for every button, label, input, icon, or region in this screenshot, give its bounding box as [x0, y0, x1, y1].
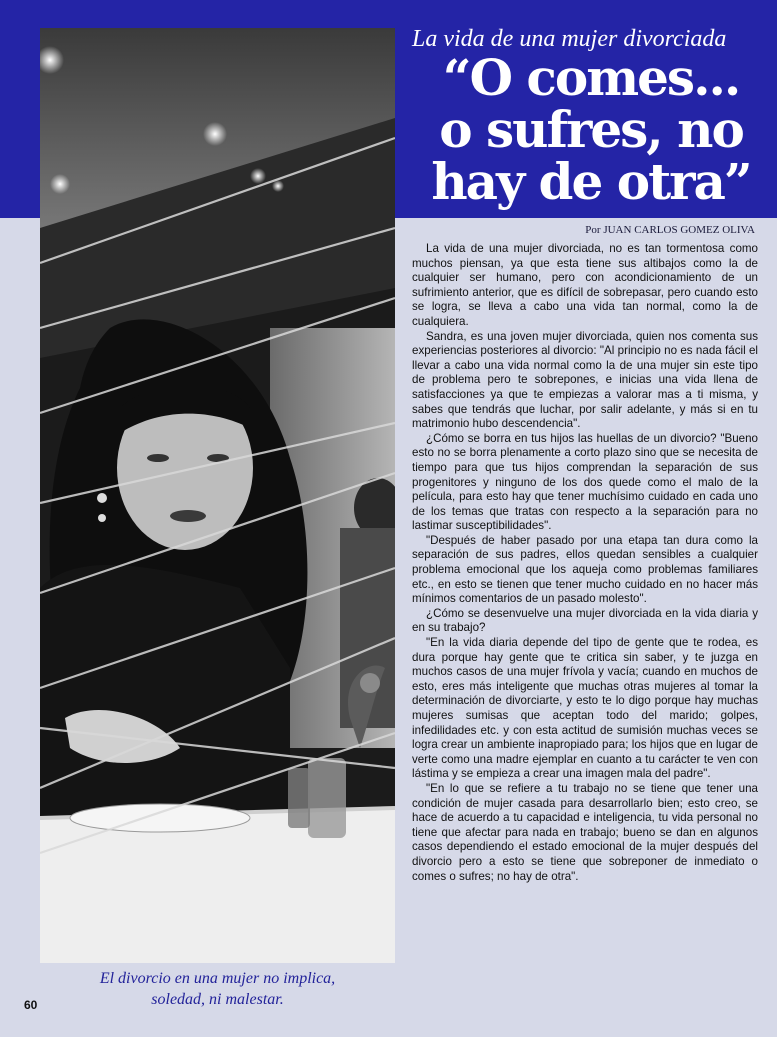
- article-paragraph: Sandra, es una joven mujer divorciada, quien nos comenta sus experiencias posteriores al divorcio: "Al principio no es nada fácil el llevar a cabo una vida normal como la de una mujer sin este tipo de problema pero te sobrepones, e inicias una vida llena de satisfacciones ya que te empiezas a valorar mas a ti misma, y sabes que tendrás que luchar, por salir adelante, y más si en tu matrimonio hubo descendencia".: [412, 329, 758, 431]
- kicker: La vida de una mujer divorciada: [412, 26, 727, 52]
- article-paragraph: ¿Cómo se borra en tus hijos las huellas de un divorcio? "Bueno esto no se borra plenamente a corto plazo sino que se necesita de tiempo para que tus hijos comprendan la separación de sus progenitores y ninguno de los dos quede como el malo de la película, para esto hay que tener muchísimo cuidado en cada uno de los temas que tratas con respecto a la separación para no lastimar susceptibilidades".: [412, 431, 758, 533]
- article-paragraph: La vida de una mujer divorciada, no es tan tormentosa como muchos piensan, ya que esta tiene sus altibajos como la de cualquier ser humano, pero con acondicionamiento de un sufrimiento anterior, que es difícil de sobrepasar, pero cuando esto se logra, se lleva a cabo una vida tan normal, como la de cualquiera.: [412, 242, 758, 328]
- article-paragraph: "Después de haber pasado por una etapa tan dura como la separación de sus padres, ellos quedan sensibles a cualquier problema emocional que los aqueja como problemas familiares etc., en esto se tienen que tener mucho cuidado en no hacer más mínimos comentarios de un pasado molesto".: [412, 533, 758, 606]
- article-paragraph: "En la vida diaria depende del tipo de gente que te rodea, es dura porque hay gente que te critica sin saber, y te juzga en muchos casos de una mujer frívola y vacía; cuando en muchos de esto, eres más inteligente que muchas otras mujeres al tomar la determinación de divorciarte, y esto te lo digo porque hay muchas mujeres sumisas que aceptan todo del marido; golpes, infedilidades etc. y con esta actitud de sumisión muchas veces se logra crear un ambiente inapropiado para; los hijos que en lugar de verte como una madre ejemplar en cuanto a tu carácter te ven con lástima y se empieza a crear una imagen mala del padre".: [412, 636, 758, 781]
- caption-line: soledad, ni malestar.: [151, 991, 284, 1008]
- headline: [410, 48, 772, 211]
- article-body: [412, 242, 758, 884]
- page-number: 60: [24, 998, 38, 1012]
- photo-caption: [40, 968, 395, 1010]
- article-paragraph: ¿Cómo se desenvuelve una mujer divorciada en la vida diaria y en su trabajo?: [412, 606, 758, 635]
- article-paragraph: "En lo que se refiere a tu trabajo no se tiene que tener una condición de mujer casada para desarrollarlo bien; esto creo, se hace de acuerdo a tu capacidad e inteligencia, tu vida personal no tiene que afectar para nada en trabajo; bueno se dan en algunos casos dependiendo el estado emocional de la mujer después del divorcio pero a esto se tiene que sobreponer de inmediato o comes o sufres; no hay de otra".: [412, 781, 758, 883]
- photo: [40, 28, 395, 963]
- headline-line: hay de otra”: [431, 152, 751, 211]
- headline-line: o sufres, no: [439, 100, 743, 159]
- caption-line: El divorcio en una mujer no implica,: [99, 970, 336, 987]
- byline: Por JUAN CARLOS GOMEZ OLIVA: [585, 224, 755, 236]
- headline-line: “O comes...: [442, 48, 740, 107]
- photo-illustration: [40, 28, 395, 963]
